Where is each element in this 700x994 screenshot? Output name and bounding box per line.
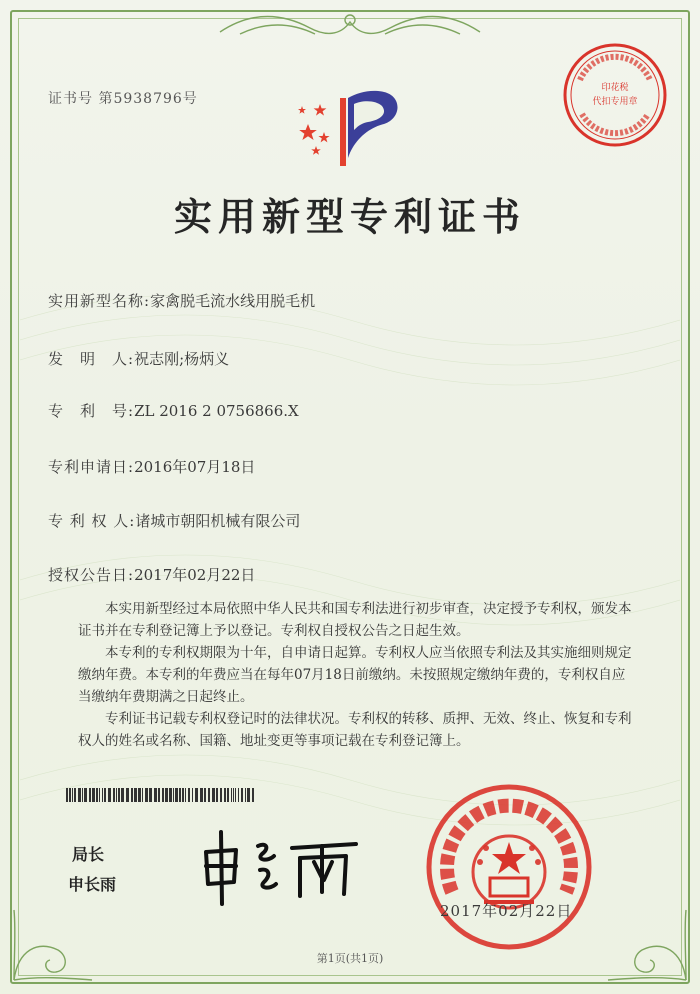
- field-value: ZL 2016 2 0756866.X: [134, 402, 299, 420]
- certificate-title: 实用新型专利证书: [173, 194, 526, 239]
- field-row-patent-number: [48, 400, 299, 421]
- field-value: 家禽脱毛流水线用脱毛机: [150, 292, 316, 310]
- field-label: 专 利 号:: [48, 402, 135, 420]
- field-label: 专利申请日:: [48, 458, 135, 476]
- field-label: 授权公告日:: [48, 566, 135, 584]
- barcode: [66, 788, 258, 802]
- certificate-number-label: 证书号: [48, 91, 93, 107]
- body-paragraph: 本专利的专利权期限为十年，自申请日起算。专利权人应当依照专利法及其实施细则规定缴纳年费。本专利的年费应当在每年07月18日前缴纳。未按照规定缴纳年费的，专利权自应当缴纳年费期满之日起终止。: [78, 645, 632, 705]
- field-label: 实用新型名称:: [48, 292, 151, 310]
- official-seal-stamp: [424, 782, 594, 952]
- field-row-grant-date: [48, 564, 255, 585]
- issue-date: 2017年02月22日: [440, 902, 573, 920]
- handwritten-signature: [196, 822, 366, 912]
- field-row-patentee: [48, 510, 300, 531]
- certificate-number-value: 第5938796号: [98, 91, 198, 107]
- field-value: 2017年02月22日: [134, 566, 256, 584]
- field-value: 诸城市朝阳机械有限公司: [135, 512, 301, 530]
- cnipa-logo: [288, 78, 413, 170]
- top-ornament: [210, 8, 490, 42]
- bottom-left-corner-ornament: [8, 900, 98, 986]
- signatory-name: 申长雨: [68, 875, 117, 894]
- tax-seal-stamp: [560, 40, 670, 150]
- field-row-utility-model-name: [48, 290, 315, 311]
- field-row-application-date: [48, 456, 255, 477]
- field-value: 2016年07月18日: [134, 458, 256, 476]
- field-label: 发 明 人:: [48, 350, 135, 368]
- page-number: 第1页(共1页): [316, 952, 384, 965]
- svg-text:代扣专用章: 代扣专用章: [592, 97, 638, 107]
- certificate-number: [48, 88, 198, 108]
- field-row-inventor: [48, 348, 229, 369]
- signatory-title: 局长: [72, 845, 105, 864]
- field-label: 专 利 权 人:: [48, 512, 136, 530]
- svg-text:印花税: 印花税: [601, 83, 629, 93]
- field-value: 祝志刚;杨炳义: [134, 350, 230, 368]
- body-paragraph: 专利证书记载专利权登记时的法律状况。专利权的转移、质押、无效、终止、恢复和专利权人的姓名或名称、国籍、地址变更等事项记载在专利登记簿上。: [78, 711, 632, 749]
- bottom-right-corner-ornament: [602, 900, 692, 986]
- body-paragraph: 本实用新型经过本局依照中华人民共和国专利法进行初步审查，决定授予专利权，颁发本证书并在专利登记簿上予以登记。专利权自授权公告之日起生效。: [78, 601, 632, 639]
